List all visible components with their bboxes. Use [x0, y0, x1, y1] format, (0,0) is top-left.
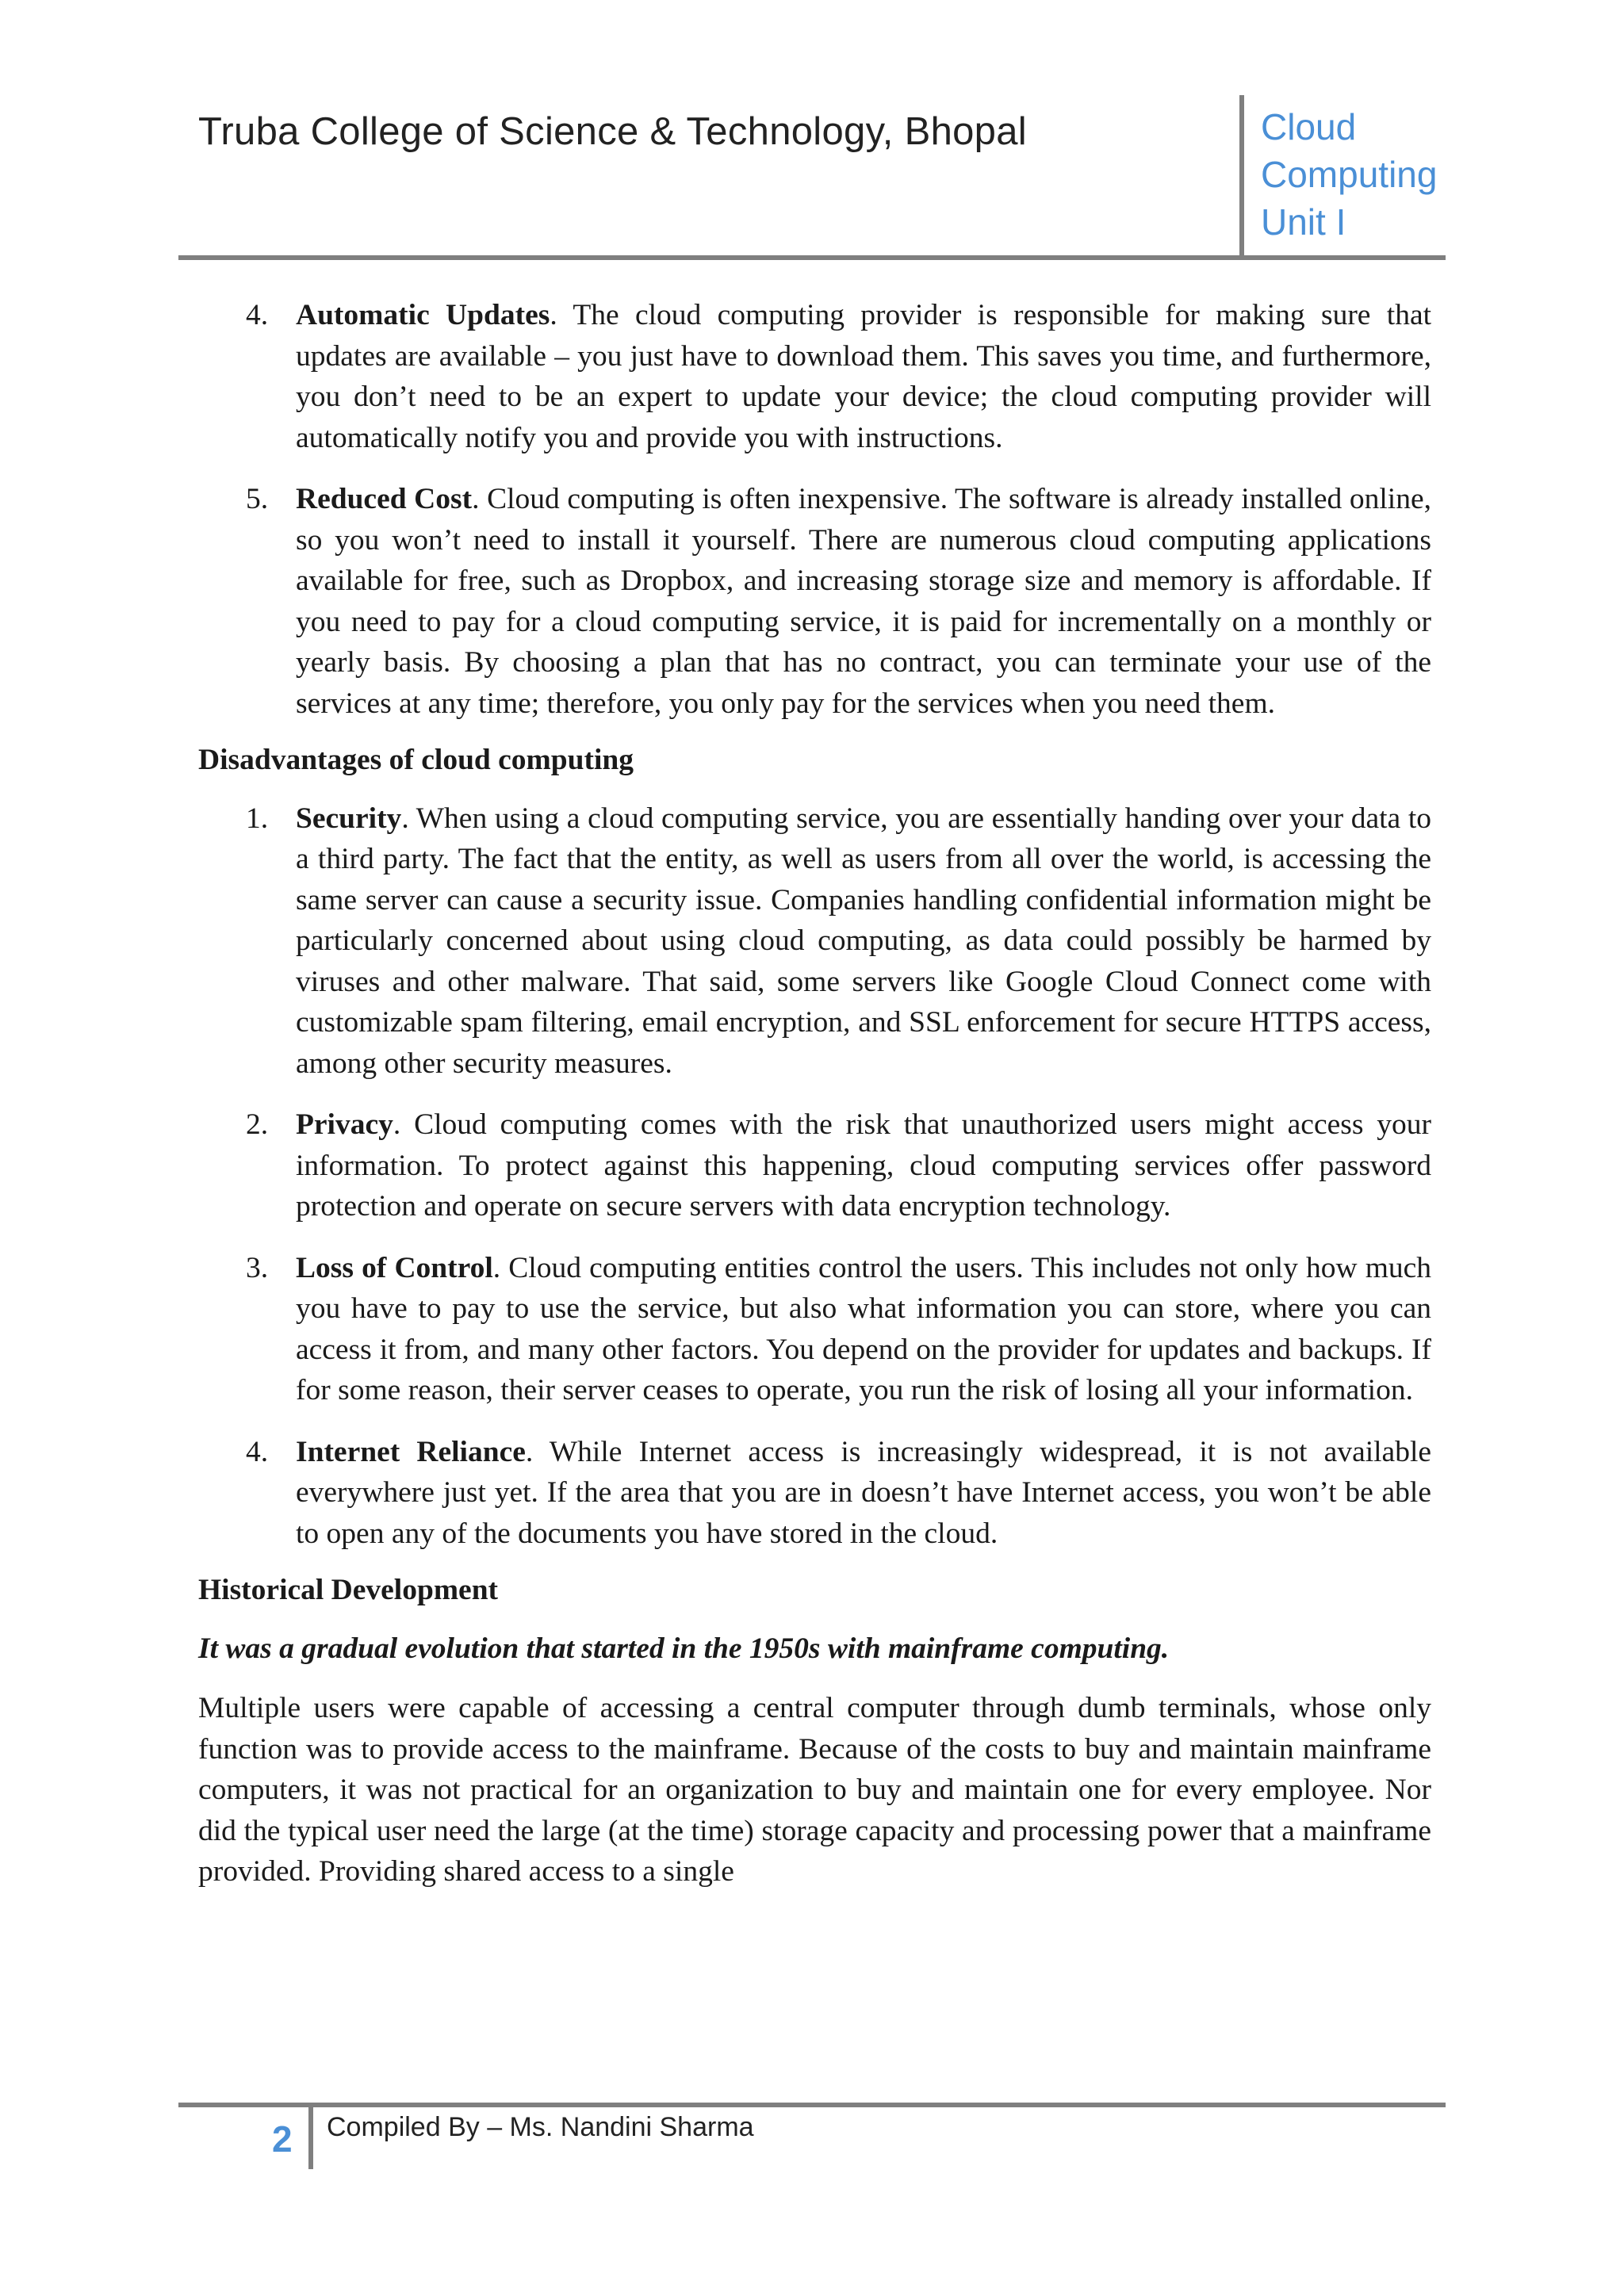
history-paragraph: Multiple users were capable of accessing a central computer through dumb terminals, whose only function was to provide access to the mainframe. Because of the costs to buy and maintain mainframe computers, it was not practical for an organization to buy and maintain one for every employee. Nor did the typical user need the large (at the time) storage capacity and processing power that a mainframe provided. Providing shared access to a single [198, 1692, 1431, 1888]
disadvantages-list [198, 798, 1431, 1555]
list-item [198, 1104, 1431, 1227]
footer-vertical-divider [308, 2106, 313, 2169]
header-divider [178, 255, 1446, 260]
list-item-number: 1. [246, 802, 269, 835]
list-item-text: . When using a cloud computing service, you are essentially handing over your data to a third party. The fact that the entity, as well as users from all over the world, is accessing the same server can cause a security issue. Companies handling confidential information might be particularly concerned about using cloud computing, as data could possibly be harmed by viruses and other malware. That said, some servers like Google Cloud Connect come with customizable spam filtering, email encryption, and SSL enforcement for secure HTTPS access, among other security measures. [296, 802, 1431, 1080]
list-item-term: Reduced Cost [296, 483, 473, 515]
list-item-number: 4. [246, 299, 269, 331]
list-item-term: Privacy [296, 1108, 393, 1141]
header-subject-line-2: Computing [1261, 154, 1438, 195]
header-subject [1261, 103, 1437, 246]
list-item-term: Security [296, 802, 402, 835]
list-item-number: 2. [246, 1108, 269, 1141]
page-content [198, 295, 1431, 1892]
header-vertical-divider [1239, 95, 1244, 258]
footer-divider [178, 2103, 1446, 2107]
list-item [198, 798, 1431, 1085]
list-item-text: . While Internet access is increasingly widespread, it is not available everywhere just yet. If the area that you are in doesn’t have Internet access, you won’t be able to open any of the documents you have stored in the cloud. [296, 1435, 1432, 1550]
header-subject-line-1: Cloud [1261, 106, 1357, 147]
header-subject-line-3: Unit I [1261, 201, 1346, 243]
list-item [198, 479, 1431, 724]
advantages-list [198, 295, 1431, 724]
list-item [198, 1432, 1431, 1555]
list-item [198, 295, 1431, 458]
list-item-text: . The cloud computing provider is responsible for making sure that updates are available – you just have to download them. This saves you time, and furthermore, you don’t need to be an expert to update your device; the cloud computing provider will automatically notify you and provide you with instructions. [296, 299, 1432, 454]
footer-compiled-by: Compiled By – Ms. Nandini Sharma [327, 2112, 754, 2142]
list-item-term: Automatic Updates [296, 299, 550, 331]
list-item-term: Loss of Control [296, 1251, 493, 1284]
list-item-number: 4. [246, 1435, 269, 1468]
list-item-text: . Cloud computing is often inexpensive. The software is already installed online, so you won’t need to install it yourself. There are numerous cloud computing applications available for free, such as Dropbox, and increasing storage size and memory is affordable. If you need to pay for a cloud computing service, it is paid for incrementally on a monthly or yearly basis. By choosing a plan that has no contract, you can terminate your use of the services at any time; therefore, you only pay for the services when you need them. [296, 483, 1431, 720]
list-item-text: . Cloud computing entities control the users. This includes not only how much you have to pay to use the service, but also what information you can store, where you can access it from, and many other factors. You depend on the provider for updates and backups. If for some reason, their server ceases to operate, you run the risk of losing all your information. [296, 1251, 1432, 1406]
list-item [198, 1248, 1431, 1411]
list-item-number: 3. [246, 1251, 269, 1284]
list-item-text: . Cloud computing comes with the risk that unauthorized users might access your information. To protect against this happening, cloud computing services offer password protection and operate on secure servers with data encryption technology. [296, 1108, 1431, 1223]
history-heading: Historical Development [198, 1574, 499, 1606]
disadvantages-heading: Disadvantages of cloud computing [198, 744, 634, 776]
list-item-number: 5. [246, 483, 269, 515]
footer-page-number: 2 [272, 2118, 293, 2160]
list-item-term: Internet Reliance [296, 1435, 526, 1468]
header-institution: Truba College of Science & Technology, Bhopal [198, 110, 1027, 153]
history-subheading: It was a gradual evolution that started in the 1950s with mainframe computing. [198, 1632, 1170, 1665]
